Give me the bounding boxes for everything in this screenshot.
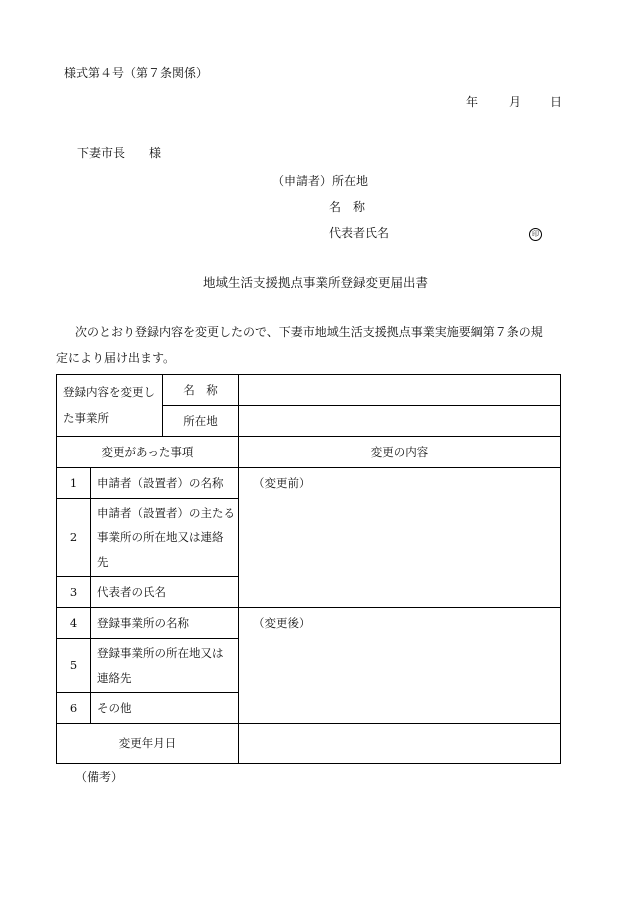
column-header-row (57, 437, 561, 468)
applicant-name-label: 名 称 (329, 200, 366, 214)
item-label-line: その他 (97, 700, 132, 715)
item-number: 5 (57, 639, 91, 693)
item-label-line: 連絡先 (97, 670, 132, 685)
form-number: 様式第４号（第７条関係） (64, 66, 209, 80)
year-label: 年 (466, 95, 479, 109)
month-label: 月 (509, 95, 522, 109)
addressee: 下妻市長 様 (77, 146, 162, 160)
item-label (91, 468, 239, 499)
change-after-cell[interactable] (239, 608, 561, 724)
applicant-representative-label: 代表者氏名 (329, 226, 390, 240)
item-label (91, 608, 239, 639)
body-line-1: 次のとおり登録内容を変更したので、下妻市地域生活支援拠点事業実施要綱第７条の規 (75, 325, 543, 339)
office-label-line-1: 登録内容を変更し (63, 385, 155, 400)
applicant-address-label: （申請者）所在地 (272, 174, 369, 188)
change-before-cell[interactable] (239, 468, 561, 608)
item-label-line: 登録事業所の所在地又は (97, 646, 224, 661)
change-after-label: （変更後） (253, 616, 311, 630)
body-line-2: 定により届け出ます。 (56, 351, 176, 365)
item-number: 3 (57, 577, 91, 608)
table-row (57, 468, 561, 499)
item-label (91, 639, 239, 693)
col-header-items: 変更があった事項 (57, 437, 239, 468)
date-line (466, 96, 562, 108)
seal-mark (529, 226, 542, 241)
item-number: 2 (57, 499, 91, 577)
office-name-label: 名 称 (163, 375, 239, 406)
change-before-label: （変更前） (253, 476, 311, 490)
item-label-line: 申請者（設置者）の主たる (97, 506, 235, 521)
change-date-row (57, 724, 561, 764)
col-header-content: 変更の内容 (239, 437, 561, 468)
office-address-label: 所在地 (163, 406, 239, 437)
remarks-label: （備考） (75, 770, 124, 784)
item-label (91, 577, 239, 608)
change-date-label: 変更年月日 (57, 724, 239, 764)
item-number: 6 (57, 693, 91, 724)
change-form-table (56, 374, 561, 764)
seal-icon: 印 (529, 228, 542, 241)
office-name-value[interactable] (239, 375, 561, 406)
item-number: 1 (57, 468, 91, 499)
item-label-line: 登録事業所の名称 (97, 615, 189, 630)
day-label: 日 (550, 95, 563, 109)
table-row (57, 608, 561, 639)
item-number: 4 (57, 608, 91, 639)
item-label-line: 代表者の氏名 (97, 584, 166, 599)
change-date-value[interactable] (239, 724, 561, 764)
office-address-value[interactable] (239, 406, 561, 437)
item-label-line: 先 (97, 554, 109, 569)
item-label-line: 事業所の所在地又は連絡 (97, 530, 224, 545)
item-label (91, 693, 239, 724)
office-name-row (57, 375, 561, 406)
document-title: 地域生活支援拠点事業所登録変更届出書 (203, 275, 429, 290)
office-label-cell (57, 375, 163, 437)
office-label-line-2: た事業所 (63, 410, 109, 425)
item-label-line: 申請者（設置者）の名称 (97, 475, 224, 490)
item-label (91, 499, 239, 577)
